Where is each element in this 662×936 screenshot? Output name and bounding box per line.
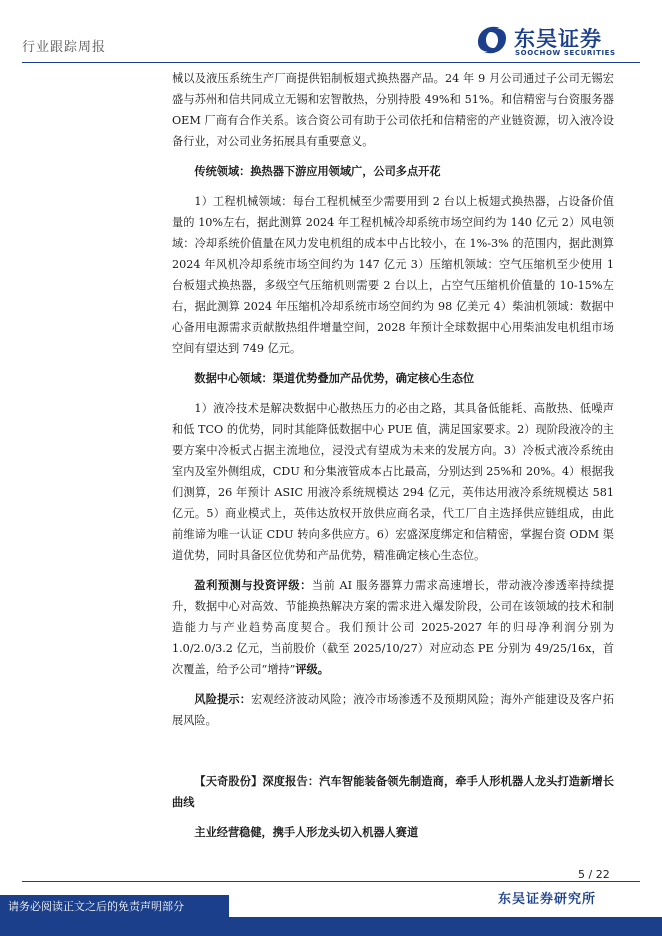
report-body (172, 68, 614, 843)
header-section-label: 行业跟踪周报 (22, 40, 107, 55)
risk-text: 宏观经济波动风险；液冷市场渗透不及预期风险；海外产能建设及客户拓展风险。 (172, 693, 614, 727)
footer-disclaimer-box (0, 895, 229, 917)
header-divider (22, 62, 640, 63)
forecast-text: 当前 AI 服务器算力需求高速增长，带动液冷渗透率持续提升，数据中心对高效、节能换热解决方案的需求进入爆发阶段，公司在该领域的技术和制造能力与产业趋势高度契合。我们预计公司 2025-2027 年的归母净利润分别为 1.0/2.0/3.2 亿元，当前股价（截至 2025/10/27）对应动态 PE 分别为 49/25/16x，首次覆盖，给予公司“增持” (172, 579, 614, 676)
risk-paragraph (172, 689, 614, 731)
report-subheading: 主业经营稳健，携手人形龙头切入机器人赛道 (194, 825, 419, 839)
risk-label: 风险提示： (194, 692, 252, 706)
soochow-logo (474, 22, 644, 62)
heading-traditional-field: 传统领域：换热器下游应用领域广，公司多点开花 (194, 164, 441, 178)
soochow-logo-mark-icon (474, 22, 510, 58)
heading-datacenter-field: 数据中心领域：渠道优势叠加产品优势，确定核心生态位 (194, 371, 475, 385)
intro-paragraph: 械以及液压系统生产厂商提供铝制板翅式换热器产品。24 年 9 月公司通过子公司无锡宏盛与苏州和信共同成立无锡和宏智散热，分别持股 49%和 51%。和信精密与台资服务器 OEM 厂商有合作关系。该合资公司有助于公司依托和信精密的产业链资源，切入液冷设备行业，对公司业务拓展具有重要意义。 (172, 72, 614, 148)
forecast-rating: 评级。 (295, 662, 329, 676)
footer-institute: 东吴证券研究所 (498, 892, 597, 907)
paragraph-traditional-field: 1）工程机械领域：每台工程机械至少需要用到 2 台以上板翅式换热器，占设备价值量的 10%左右，据此测算 2024 年工程机械冷却系统市场空间约为 140 亿元 2）风电领域：冷却系统价值量在风力发电机组的成本中占比较小，在 1%-3% 的范围内，据此测算 2024 年风机冷却系统市场空间约为 147 亿元 3）压缩机领域：空气压缩机至少使用 1 台板翅式换热器，多级空气压缩机则需要 2 台以上，占空气压缩机价值量的 10-15%左右，据此测算 2024 年压缩机冷却系统市场空间约为 98 亿美元 4）柴油机领域：数据中心备用电源需求贡献散热组件增量空间，2028 年预计全球数据中心用柴油发电机组市场空间有望达到 749 亿元。 (172, 195, 614, 355)
footer-divider (22, 881, 640, 882)
page-number: 5 / 22 (578, 868, 610, 881)
logo-chinese-name: 东吴证券 (514, 27, 602, 51)
forecast-label: 盈利预测与投资评级： (194, 578, 312, 592)
report-title: 【天奇股份】深度报告：汽车智能装备领先制造商，牵手人形机器人龙头打造新增长曲线 (172, 774, 614, 809)
footer-disclaimer: 请务必阅读正文之后的免责声明部分 (8, 900, 184, 913)
paragraph-datacenter-field: 1）液冷技术是解决数据中心散热压力的必由之路，其具备低能耗、高散热、低噪声和低 TCO 的优势，同时其能降低数据中心 PUE 值，满足国家要求。2）现阶段液冷的主要方案中冷板式占据主流地位，浸没式有望成为未来的发展方向。3）冷板式液冷系统由室内及室外侧组成，CDU 和分集液管成本占比最高，分别达到 25%和 20%。4）根据我们测算，26 年预计 ASIC 用液冷系统规模达 294 亿元，英伟达用液冷系统规模达 581 亿元。5）商业模式上，英伟达放权开放供应商名录，代工厂自主选择供应链组成，由此前维谛为唯一认证 CDU 转向多供应方。6）宏盛深度绑定和信精密，掌握台资 ODM 渠道优势，同时具备区位优势和产品优势，精准确定核心生态位。 (172, 402, 614, 562)
forecast-paragraph (172, 575, 614, 680)
footer-stripe (0, 917, 662, 936)
logo-english-name: SOOCHOW SECURITIES (515, 49, 616, 57)
